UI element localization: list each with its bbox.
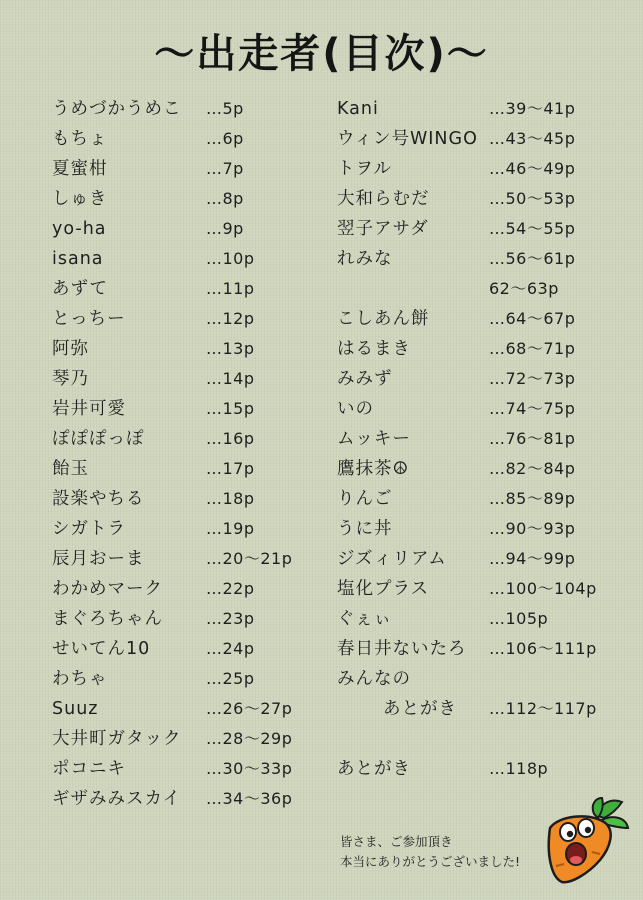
toc-entry	[52, 484, 322, 514]
contributor-name: れみな	[337, 249, 393, 269]
contributor-name: こしあん餅	[337, 309, 430, 329]
contributor-name: 辰月おーま	[52, 549, 145, 569]
toc-entry	[337, 394, 627, 424]
page-range: …82〜84p	[489, 459, 576, 478]
contributor-name: はるまき	[337, 339, 411, 359]
page-range: …12p	[206, 309, 255, 328]
page-range: …19p	[206, 519, 255, 538]
contributor-name: Suuz	[52, 699, 99, 719]
page-range: …118p	[489, 759, 549, 778]
toc-entry	[52, 184, 322, 214]
contributor-name: ポコニキ	[52, 759, 126, 779]
contributor-name: 琴乃	[52, 369, 89, 389]
page-range: …112〜117p	[489, 699, 597, 718]
contributor-name: いの	[337, 399, 374, 419]
page-range: …6p	[206, 129, 244, 148]
toc-entry	[52, 424, 322, 454]
page-range: …85〜89p	[489, 489, 576, 508]
page-range: …14p	[206, 369, 255, 388]
contributor-name: うに丼	[337, 519, 393, 539]
page-range: …17p	[206, 459, 255, 478]
contributor-name: 夏蜜柑	[52, 159, 108, 179]
toc-entry	[337, 184, 627, 214]
thanks-line-2: 本当にありがとうございました!	[340, 854, 521, 869]
toc-entry	[337, 334, 627, 364]
contributor-name: ムッキー	[337, 429, 411, 449]
contributor-name: うめづかうめこ	[52, 99, 182, 119]
page-range: …43〜45p	[489, 129, 576, 148]
toc-entry	[337, 664, 627, 694]
toc-entry	[337, 484, 627, 514]
page-range: …94〜99p	[489, 549, 576, 568]
contributor-name: ウィン号WINGO	[337, 129, 478, 149]
contributor-name: わかめマーク	[52, 579, 163, 599]
toc-entry	[337, 694, 627, 724]
page-range: …8p	[206, 189, 244, 208]
toc-entry	[337, 514, 627, 544]
contributor-name: トヲル	[337, 159, 392, 179]
page-range: …56〜61p	[489, 249, 576, 268]
contributor-name: 塩化プラス	[337, 579, 429, 599]
toc-entry	[337, 604, 627, 634]
contributor-name: 大井町ガタック	[52, 729, 182, 749]
page-range: …23p	[206, 609, 255, 628]
page-range: …28〜29p	[206, 729, 293, 748]
page-range: …25p	[206, 669, 255, 688]
page-range: …15p	[206, 399, 255, 418]
contributor-name: せいてん10	[52, 639, 151, 659]
toc-entry	[52, 394, 322, 424]
contributor-name: しゅき	[52, 189, 108, 209]
toc-entry	[52, 94, 322, 124]
toc-entry	[52, 784, 322, 814]
contributor-name: もちょ	[52, 129, 108, 149]
page-range: …22p	[206, 579, 255, 598]
page-range: …46〜49p	[489, 159, 576, 178]
toc-entry	[52, 694, 322, 724]
contributor-name: 春日井ないたろ	[337, 639, 467, 659]
contributor-name: yo-ha	[52, 219, 107, 239]
contributor-name: あとがき	[337, 759, 411, 779]
toc-entry	[337, 634, 627, 664]
contributor-name: 岩井可愛	[52, 399, 126, 419]
page-range: …20〜21p	[206, 549, 293, 568]
carrot-mascot-icon	[540, 796, 630, 886]
contributor-name: みみず	[337, 369, 393, 389]
page-range: …76〜81p	[489, 429, 576, 448]
toc-entry	[52, 364, 322, 394]
contributor-name: isana	[52, 249, 104, 269]
toc-entry	[52, 334, 322, 364]
toc-entry	[52, 514, 322, 544]
toc-entry	[337, 544, 627, 574]
contributor-name: りんご	[337, 489, 393, 509]
contributor-name: ぐぇぃ	[337, 609, 393, 629]
page-range: …64〜67p	[489, 309, 576, 328]
page-range: …68〜71p	[489, 339, 576, 358]
page-range: …105p	[489, 609, 549, 628]
toc-entry	[52, 244, 322, 274]
page-range: …30〜33p	[206, 759, 293, 778]
toc-entry	[52, 124, 322, 154]
page-title: 〜出走者(目次)〜	[154, 31, 489, 77]
page-range: …13p	[206, 339, 255, 358]
toc-entry	[337, 124, 627, 154]
contributor-name: あとがき	[383, 699, 457, 719]
toc-entry	[52, 604, 322, 634]
page-range: 62〜63p	[489, 279, 559, 298]
page-range: …54〜55p	[489, 219, 576, 238]
page-range: …5p	[206, 99, 244, 118]
thanks-message	[340, 832, 520, 872]
contributor-name: わちゃ	[52, 669, 108, 689]
contributor-name: まぐろちゃん	[52, 609, 163, 629]
toc-entry	[337, 364, 627, 394]
toc-entry	[337, 304, 627, 334]
toc-entry	[337, 244, 627, 274]
contributor-name: 鷹抹茶☮	[337, 459, 410, 479]
contributor-name: 翌子アサダ	[337, 219, 429, 239]
contributor-name: ギザみみスカイ	[52, 789, 181, 809]
contributor-name: 飴玉	[52, 459, 89, 479]
toc-entry	[337, 574, 627, 604]
toc-entry	[337, 454, 627, 484]
contributor-name: 設楽やちる	[52, 489, 145, 509]
page-range: …72〜73p	[489, 369, 576, 388]
contributor-name: あずて	[52, 279, 109, 299]
page-range: …10p	[206, 249, 255, 268]
toc-entry	[337, 214, 627, 244]
toc-entry	[52, 544, 322, 574]
contributor-name: Kani	[337, 99, 379, 119]
page-range: …26〜27p	[206, 699, 293, 718]
page-range: …74〜75p	[489, 399, 576, 418]
contributor-name: ジズィリアム	[337, 549, 447, 569]
page-range: …16p	[206, 429, 255, 448]
toc-entry	[337, 274, 627, 304]
toc-entry	[52, 664, 322, 694]
toc-entry	[52, 634, 322, 664]
page-range: …11p	[206, 279, 255, 298]
page-range: …18p	[206, 489, 255, 508]
page-range: …106〜111p	[489, 639, 597, 658]
contributor-name: 大和らむだ	[337, 189, 430, 209]
toc-entry	[52, 754, 322, 784]
toc-entry	[337, 724, 627, 754]
toc-entry	[52, 304, 322, 334]
toc-entry	[52, 154, 322, 184]
contributor-name: とっちー	[52, 309, 126, 329]
toc-entry	[337, 154, 627, 184]
contributor-name: シガトラ	[52, 519, 126, 539]
toc-entry	[52, 574, 322, 604]
page-range: …34〜36p	[206, 789, 293, 808]
toc-entry	[337, 424, 627, 454]
toc-entry	[337, 94, 627, 124]
page-range: …100〜104p	[489, 579, 597, 598]
page-range: …39〜41p	[489, 99, 576, 118]
page-range: …50〜53p	[489, 189, 576, 208]
page-range: …24p	[206, 639, 255, 658]
page-range: …7p	[206, 159, 244, 178]
contributor-list-left	[52, 94, 322, 814]
page-range: …9p	[206, 219, 244, 238]
contributor-name: ぽぽぽっぽ	[52, 429, 145, 449]
contributor-name: 阿弥	[52, 339, 89, 359]
toc-entry	[52, 724, 322, 754]
contributor-list-right	[337, 94, 627, 784]
contributor-name: みんなの	[337, 669, 411, 689]
toc-entry	[337, 754, 627, 784]
toc-entry	[52, 214, 322, 244]
page-range: …90〜93p	[489, 519, 576, 538]
toc-entry	[52, 274, 322, 304]
thanks-line-1: 皆さま、ご参加頂き	[340, 834, 453, 849]
toc-entry	[52, 454, 322, 484]
